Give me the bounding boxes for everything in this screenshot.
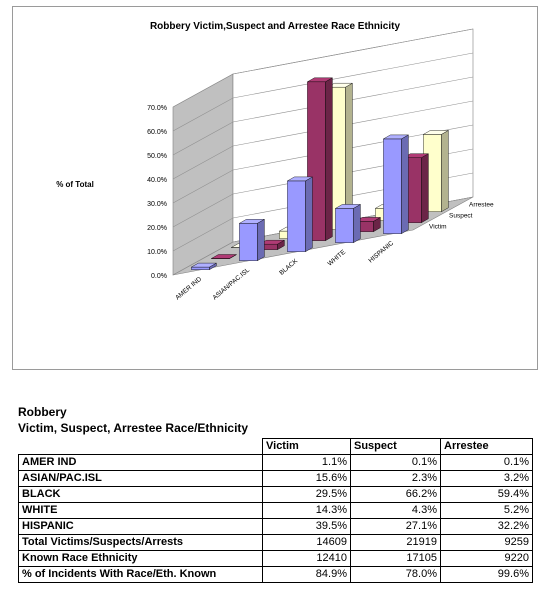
- series-label: Victim: [429, 223, 447, 231]
- bar-face: [287, 181, 305, 252]
- table-cell: 12410: [263, 551, 351, 567]
- y-tick-label: 20.0%: [147, 225, 167, 232]
- chart-container: [12, 6, 538, 370]
- table-header-arrestee: Arrestee: [441, 439, 533, 455]
- table-cell: 1.1%: [263, 455, 351, 471]
- bar-face: [191, 267, 209, 270]
- table-row-label: ASIAN/PAC.ISL: [19, 471, 263, 487]
- table-header-row: [19, 439, 533, 455]
- series-label: Suspect: [449, 212, 473, 220]
- table-row: [19, 487, 533, 503]
- table-cell: 0.1%: [441, 455, 533, 471]
- bar-victim-1: [239, 219, 264, 260]
- bar-face: [239, 223, 257, 260]
- table-cell: 99.6%: [441, 567, 533, 583]
- y-tick-label: 70.0%: [147, 105, 167, 112]
- table-row: [19, 455, 533, 471]
- table-cell: 9259: [441, 535, 533, 551]
- table-row: [19, 471, 533, 487]
- bar-face: [305, 177, 312, 252]
- table-row: [19, 503, 533, 519]
- table-header-suspect: Suspect: [351, 439, 441, 455]
- chart-title: Robbery Victim,Suspect and Arrestee Race Ethnicity: [149, 21, 401, 32]
- bar-face: [353, 204, 360, 242]
- table-row-label: Total Victims/Suspects/Arrests: [19, 535, 263, 551]
- table-row-label: AMER IND: [19, 455, 263, 471]
- series-label: Arrestee: [469, 201, 494, 209]
- table-cell: 14609: [263, 535, 351, 551]
- table-cell: 59.4%: [441, 487, 533, 503]
- side-wall: [173, 74, 233, 275]
- table-cell: 21919: [351, 535, 441, 551]
- table-row-label: HISPANIC: [19, 519, 263, 535]
- table-header-victim: Victim: [263, 439, 351, 455]
- table-cell: 5.2%: [441, 503, 533, 519]
- table-cell: 39.5%: [263, 519, 351, 535]
- bar-victim-2: [287, 177, 312, 252]
- table-row-label: BLACK: [19, 487, 263, 503]
- bar-face: [257, 219, 264, 260]
- table-cell: 84.9%: [263, 567, 351, 583]
- bar-face: [335, 208, 353, 242]
- table-cell: 32.2%: [441, 519, 533, 535]
- table-cell: 27.1%: [351, 519, 441, 535]
- table-title: [18, 404, 248, 436]
- table-cell: 15.6%: [263, 471, 351, 487]
- y-tick-label: 60.0%: [147, 129, 167, 136]
- table-row-label: % of Incidents With Race/Eth. Known: [19, 567, 263, 583]
- table-row: [19, 567, 533, 583]
- bar-victim-4: [383, 135, 408, 234]
- y-axis-label: % of Total: [56, 180, 94, 189]
- table-cell: 2.3%: [351, 471, 441, 487]
- bar-face: [441, 130, 448, 211]
- bar-face: [421, 154, 428, 223]
- bar-face: [325, 78, 332, 241]
- table-cell: 3.2%: [441, 471, 533, 487]
- table-header-empty: [19, 439, 263, 455]
- table-cell: 78.0%: [351, 567, 441, 583]
- y-tick-label: 10.0%: [147, 249, 167, 256]
- table-title-line1: Robbery: [18, 405, 67, 419]
- data-table: [18, 438, 533, 583]
- table-row: [19, 551, 533, 567]
- table-title-line2: Victim, Suspect, Arrestee Race/Ethnicity: [18, 421, 249, 435]
- y-tick-label: 0.0%: [151, 273, 167, 280]
- table-cell: 0.1%: [351, 455, 441, 471]
- bar-victim-3: [335, 204, 360, 242]
- table-cell: 4.3%: [351, 503, 441, 519]
- table-cell: 29.5%: [263, 487, 351, 503]
- y-tick-label: 30.0%: [147, 201, 167, 208]
- table-row-label: Known Race Ethnicity: [19, 551, 263, 567]
- table-row-label: WHITE: [19, 503, 263, 519]
- x-category-label: ASIAN/PAC.ISL: [211, 266, 252, 302]
- x-category-label: WHITE: [326, 248, 348, 268]
- table-row: [19, 535, 533, 551]
- table-cell: 9220: [441, 551, 533, 567]
- bar-chart-3d: [13, 7, 537, 369]
- table-cell: 14.3%: [263, 503, 351, 519]
- bar-face: [383, 139, 401, 234]
- table-cell: 66.2%: [351, 487, 441, 503]
- table-row: [19, 519, 533, 535]
- y-tick-label: 40.0%: [147, 177, 167, 184]
- bar-face: [401, 135, 408, 234]
- x-category-label: BLACK: [278, 257, 300, 277]
- table-cell: 17105: [351, 551, 441, 567]
- x-category-label: HISPANIC: [367, 239, 396, 265]
- x-category-label: AMER IND: [174, 275, 204, 302]
- y-tick-label: 50.0%: [147, 153, 167, 160]
